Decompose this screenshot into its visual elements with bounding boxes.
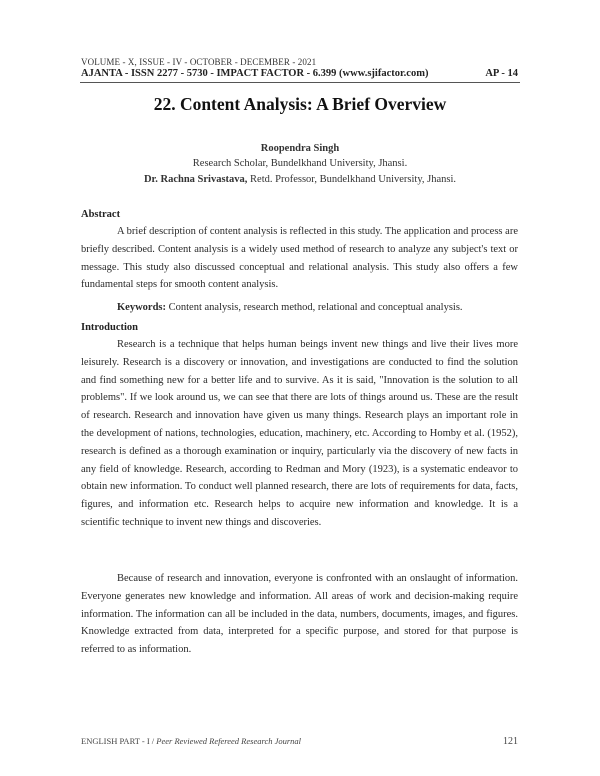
author2-line: Dr. Rachna Srivastava, Retd. Professor, Bundelkhand University, Jhansi. (143, 174, 457, 185)
journal-line: AJANTA - ISSN 2277 - 5730 - IMPACT FACTOR - 6.399 (www.sjifactor.com) (81, 68, 429, 79)
header-rule (80, 82, 520, 83)
author1-name: Roopendra Singh (260, 143, 340, 154)
keywords-line (117, 302, 517, 313)
keywords-label: Keywords: (117, 302, 166, 313)
introduction-heading: Introduction (81, 322, 138, 333)
journal-header (81, 68, 518, 79)
introduction-paragraph-2: Because of research and innovation, everyone is confronted with an onslaught of information. Everyone generates new knowledge and information. All areas of work and decision-making require information. The information can all be included in the data, numbers, documents, images, and figures. Knowledge extracted from data, interpreted for a specific purpose, and stored for that purpose is referred to as information. (81, 573, 518, 656)
article-title: 22. Content Analysis: A Brief Overview (153, 94, 447, 114)
abstract-heading: Abstract (81, 209, 121, 220)
introduction-paragraph-1: Research is a technique that helps human beings invent new things and live their lives more leisurely. Research is a discovery or innovation, and investigations are conducted to find the solution and find something new for a better life and to survive. As it is said, "Innovation is the solution to all problems". If we look around us, we can see that there are lots of things around us. These are the result of research. Research and innovation have given us many things. Research plays an important role in the development of nations, technologies, education, machinery, etc. According to Homby et al. (1952), research is defined as a thorough examination or inquiry, particularly via the discovery of new facts in any field of knowledge. Research, according to Redman and Mory (1923), is a systematic endeavor to obtain new information. To conduct well planned research, there are lots of requirements for data, facts, figures, and information etc. Research helps to acquire new information and knowledge. It is a scientific technique to invent new things and discoveries. (81, 339, 518, 528)
volume-line: VOLUME - X, ISSUE - IV - OCTOBER - DECEMBER - 2021 (81, 57, 317, 67)
article-code: AP - 14 (485, 68, 518, 79)
abstract-text: A brief description of content analysis is reflected in this study. The application and process are briefly described. Content analysis is a widely used method of research to analyze any subject's text or message. This study also discussed conceptual and relational analysis. This study also offers a few fundamental steps for smooth content analysis. (81, 226, 518, 291)
page-number: 121 (503, 736, 518, 747)
page-footer (81, 736, 518, 746)
footer-journal: ENGLISH PART - I / Peer Reviewed Refereed Research Journal (81, 736, 302, 746)
keywords-text: Content analysis, research method, relational and conceptual analysis. (168, 302, 463, 313)
author1-affiliation: Research Scholar, Bundelkhand University, Jhansi. (192, 158, 408, 169)
author2-rest: Retd. Professor, Bundelkhand University, Jhansi. (247, 174, 457, 185)
